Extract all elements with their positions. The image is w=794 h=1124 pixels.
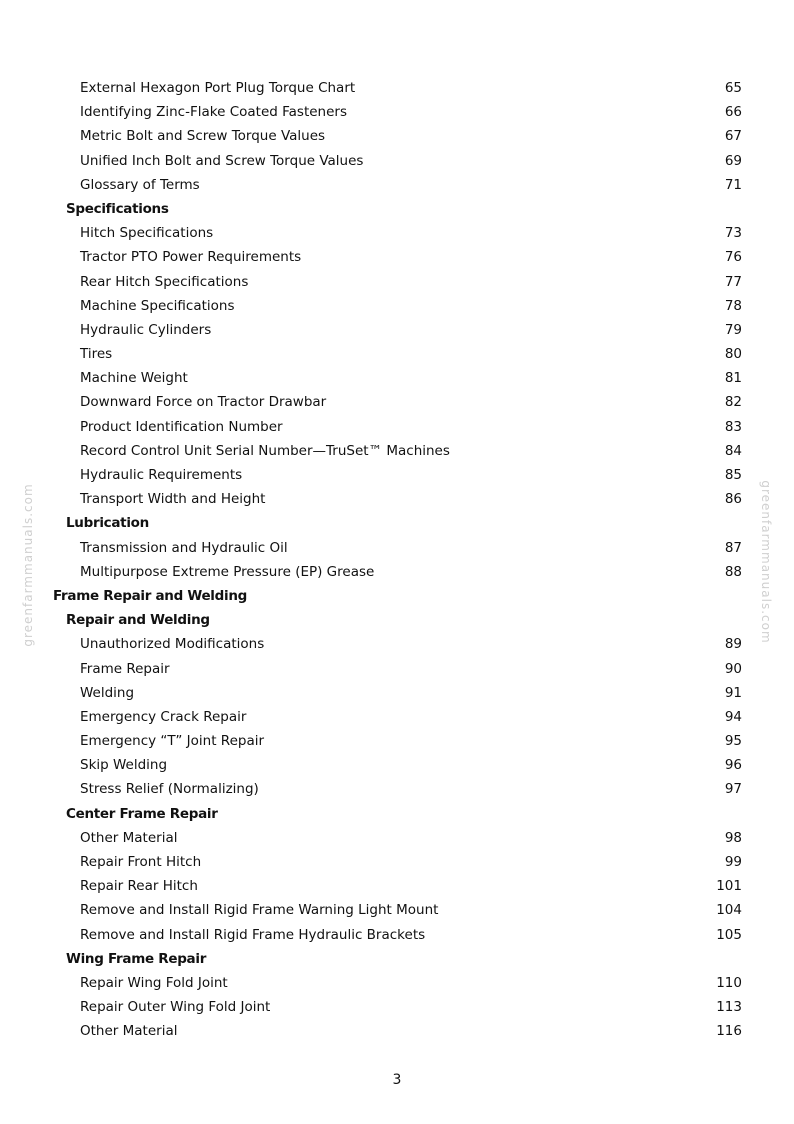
toc-entry[interactable] [0,729,794,753]
toc-entry-title: Hydraulic Cylinders [80,321,212,338]
toc-entry-page: 95 [724,733,742,750]
toc-entry[interactable] [0,245,794,269]
toc-entry-title: Stress Relief (Normalizing) [80,781,259,798]
toc-entry-title: Unified Inch Bolt and Screw Torque Values [80,152,364,169]
toc-entry-title: Rear Hitch Specifications [80,273,249,290]
toc-entry-page: 71 [724,176,742,193]
toc-entry-page: 104 [716,902,742,919]
toc-entry-page: 98 [724,829,742,846]
toc-entry-page: 81 [724,370,742,387]
toc-entry[interactable] [0,923,794,947]
toc-entry[interactable] [0,342,794,366]
toc-entry-title: Transport Width and Height [80,491,266,508]
toc-entry[interactable] [0,681,794,705]
toc-entry-title: Machine Specifications [80,297,235,314]
toc-entry-title: Welding [80,684,135,701]
toc-entry-page: 101 [716,878,742,895]
toc-entry[interactable] [0,439,794,463]
toc-entry-page: 110 [716,974,742,991]
toc-entry[interactable] [0,366,794,390]
toc-entry-title: Record Control Unit Serial Number—TruSet™ Machines [80,442,450,459]
toc-entry-title: Tractor PTO Power Requirements [80,249,302,266]
toc-entry[interactable] [0,560,794,584]
toc-entry-title: Machine Weight [80,370,188,387]
toc-entry-title: Hydraulic Requirements [80,467,243,483]
toc-entry[interactable] [0,390,794,414]
page-number: 3 [392,1072,402,1088]
toc-entry-page: 99 [724,854,742,870]
toc-entry-title: Multipurpose Extreme Pressure (EP) Grease [80,563,375,580]
toc-entry-page: 76 [724,249,742,266]
toc-entry-page: 66 [724,104,742,121]
toc-entry-title: Frame Repair and Welding [53,587,248,604]
toc-entry-title: Other Material [80,829,178,846]
toc-entry[interactable] [0,270,794,294]
toc-entry-title: Product Identification Number [80,418,283,435]
toc-entry-page: 73 [724,225,742,242]
toc-entry-title: Hitch Specifications [80,225,214,242]
toc-entry-page: 90 [724,660,742,677]
toc-entry-title: Repair Front Hitch [80,854,202,870]
toc-entry[interactable] [0,124,794,148]
toc-entry[interactable] [0,632,794,656]
toc-section-heading[interactable] [0,947,794,971]
toc-entry-title: Repair Outer Wing Fold Joint [80,999,271,1016]
toc-entry-title: Identifying Zinc-Flake Coated Fasteners [80,104,347,121]
toc-entry-page: 89 [724,636,742,653]
toc-entry-page: 65 [724,80,742,96]
toc-entry-page: 116 [716,1023,742,1040]
toc-entry-page: 87 [724,539,742,556]
toc-entry[interactable] [0,1019,794,1043]
toc-entry[interactable] [0,100,794,124]
toc-entry-page: 67 [724,128,742,145]
toc-entry[interactable] [0,318,794,342]
toc-entry[interactable] [0,415,794,439]
toc-chapter-heading[interactable] [0,584,794,608]
toc-section-heading[interactable] [0,197,794,221]
toc-entry-page: 77 [724,273,742,290]
toc-entry-title: Repair Wing Fold Joint [80,974,228,991]
toc-entry-title: Emergency “T” Joint Repair [80,733,265,750]
toc-entry-page: 105 [716,926,742,943]
toc-entry-page: 69 [724,152,742,169]
toc-entry-page: 85 [724,467,742,483]
toc-entry[interactable] [0,898,794,922]
toc-entry-page: 78 [724,297,742,314]
toc-entry-page: 80 [724,346,742,363]
toc-entry-title: Tires [80,346,113,363]
toc-entry[interactable] [0,487,794,511]
toc-entry-title: Center Frame Repair [66,805,218,822]
toc-entry-title: External Hexagon Port Plug Torque Chart [80,80,356,96]
watermark-left: greenfarmmanuals.com [21,483,35,647]
toc-entry-page: 82 [724,394,742,411]
toc-entry[interactable] [0,76,794,100]
toc-entry-page: 94 [724,708,742,725]
toc-entry-page: 113 [716,999,742,1016]
watermark-right: greenfarmmanuals.com [759,480,773,644]
toc-section-heading[interactable] [0,802,794,826]
toc-entry-page: 91 [724,684,742,701]
toc-entry[interactable] [0,777,794,801]
toc-entry[interactable] [0,221,794,245]
toc-entry-title: Lubrication [66,515,149,532]
toc-section-heading[interactable] [0,511,794,535]
toc-entry-page: 83 [724,418,742,435]
toc-entry-title: Remove and Install Rigid Frame Warning Light Mount [80,902,439,919]
toc-entry[interactable] [0,657,794,681]
toc-entry-page: 79 [724,321,742,338]
toc-entry-title: Unauthorized Modifications [80,636,265,653]
toc-entry[interactable] [0,971,794,995]
toc-entry-title: Specifications [66,200,169,217]
toc-entry-title: Glossary of Terms [80,176,200,193]
toc-entry-title: Repair Rear Hitch [80,878,198,895]
toc-entry-page: 97 [724,781,742,798]
toc-section-heading[interactable] [0,608,794,632]
toc-entry[interactable] [0,536,794,560]
toc-entry-title: Emergency Crack Repair [80,708,247,725]
toc-entry[interactable] [0,995,794,1019]
toc-entry-title: Downward Force on Tractor Drawbar [80,394,327,411]
table-of-contents [0,76,794,1044]
toc-entry[interactable] [0,850,794,874]
toc-entry-page: 86 [724,491,742,508]
toc-entry[interactable] [0,173,794,197]
toc-entry-title: Repair and Welding [66,612,210,629]
toc-entry-page: 84 [724,442,742,459]
toc-entry-title: Remove and Install Rigid Frame Hydraulic Brackets [80,926,426,943]
toc-entry[interactable] [0,874,794,898]
toc-entry-title: Transmission and Hydraulic Oil [80,539,288,556]
toc-entry[interactable] [0,705,794,729]
toc-entry-title: Wing Frame Repair [66,950,207,967]
toc-entry-title: Other Material [80,1023,178,1040]
toc-entry[interactable] [0,294,794,318]
toc-entry[interactable] [0,463,794,487]
toc-entry-page: 96 [724,757,742,774]
toc-entry-title: Skip Welding [80,757,168,774]
toc-entry-title: Frame Repair [80,660,170,677]
toc-entry[interactable] [0,753,794,777]
toc-entry-page: 88 [724,563,742,580]
toc-entry[interactable] [0,826,794,850]
toc-entry-title: Metric Bolt and Screw Torque Values [80,128,326,145]
toc-entry[interactable] [0,149,794,173]
